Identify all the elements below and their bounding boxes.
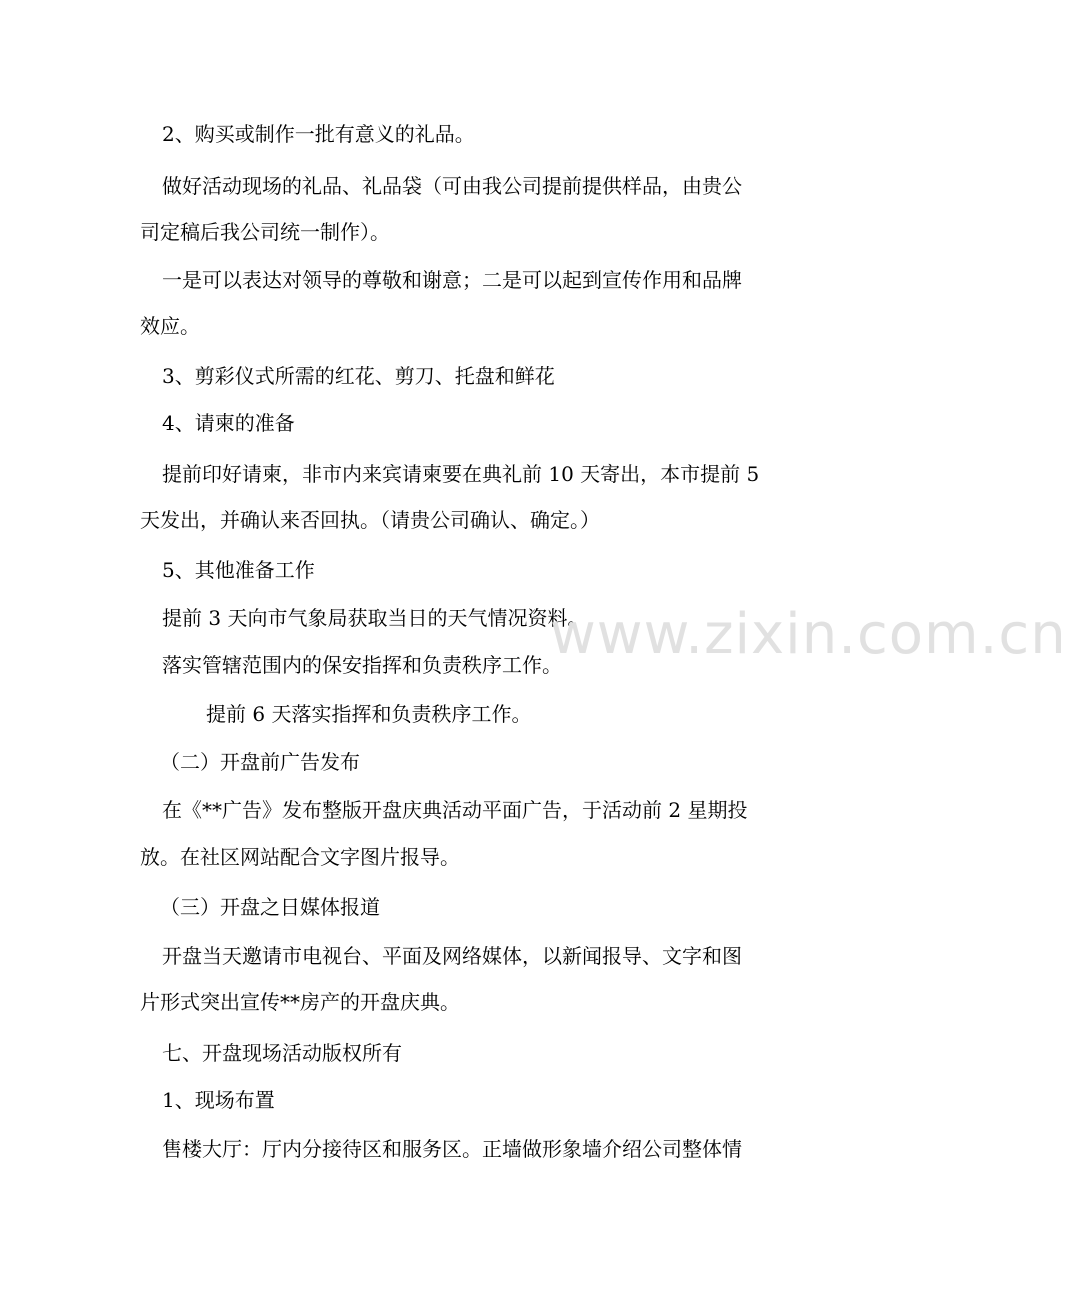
text-line: 3、剪彩仪式所需的红花、剪刀、托盘和鲜花 xyxy=(162,364,555,388)
text-line: 片形式突出宣传**房产的开盘庆典。 xyxy=(140,990,460,1014)
section-heading: （三）开盘之日媒体报道 xyxy=(160,895,380,919)
text-line: 提前 3 天向市气象局获取当日的天气情况资料。 xyxy=(162,606,588,630)
text-line: 开盘当天邀请市电视台、平面及网络媒体，以新闻报导、文字和图 xyxy=(162,944,742,968)
text-line: 在《**广告》发布整版开盘庆典活动平面广告，于活动前 2 星期投 xyxy=(162,798,748,822)
text-line: 效应。 xyxy=(140,314,200,338)
text-line: 做好活动现场的礼品、礼品袋（可由我公司提前提供样品，由贵公 xyxy=(162,174,742,198)
text-line: 放。在社区网站配合文字图片报导。 xyxy=(140,845,460,869)
text-line: 落实管辖范围内的保安指挥和负责秩序工作。 xyxy=(162,653,562,677)
text-line: 一是可以表达对领导的尊敬和谢意；二是可以起到宣传作用和品牌 xyxy=(162,268,742,292)
text-line: 提前印好请柬，非市内来宾请柬要在典礼前 10 天寄出，本市提前 5 xyxy=(162,462,760,486)
section-heading: （二）开盘前广告发布 xyxy=(160,750,360,774)
text-line: 天发出，并确认来否回执。（请贵公司确认、确定。） xyxy=(140,508,600,532)
text-line: 提前 6 天落实指挥和负责秩序工作。 xyxy=(206,702,532,726)
section-heading: 七、开盘现场活动版权所有 xyxy=(162,1041,402,1065)
text-line: 4、请柬的准备 xyxy=(162,411,295,435)
text-line: 2、购买或制作一批有意义的礼品。 xyxy=(162,122,475,146)
text-line: 5、其他准备工作 xyxy=(162,558,315,582)
text-line: 售楼大厅：厅内分接待区和服务区。正墙做形象墙介绍公司整体情 xyxy=(162,1137,742,1161)
watermark: www.zixin.com.cn xyxy=(550,602,1067,667)
text-line: 1、现场布置 xyxy=(162,1088,275,1112)
text-line: 司定稿后我公司统一制作）。 xyxy=(140,220,390,244)
